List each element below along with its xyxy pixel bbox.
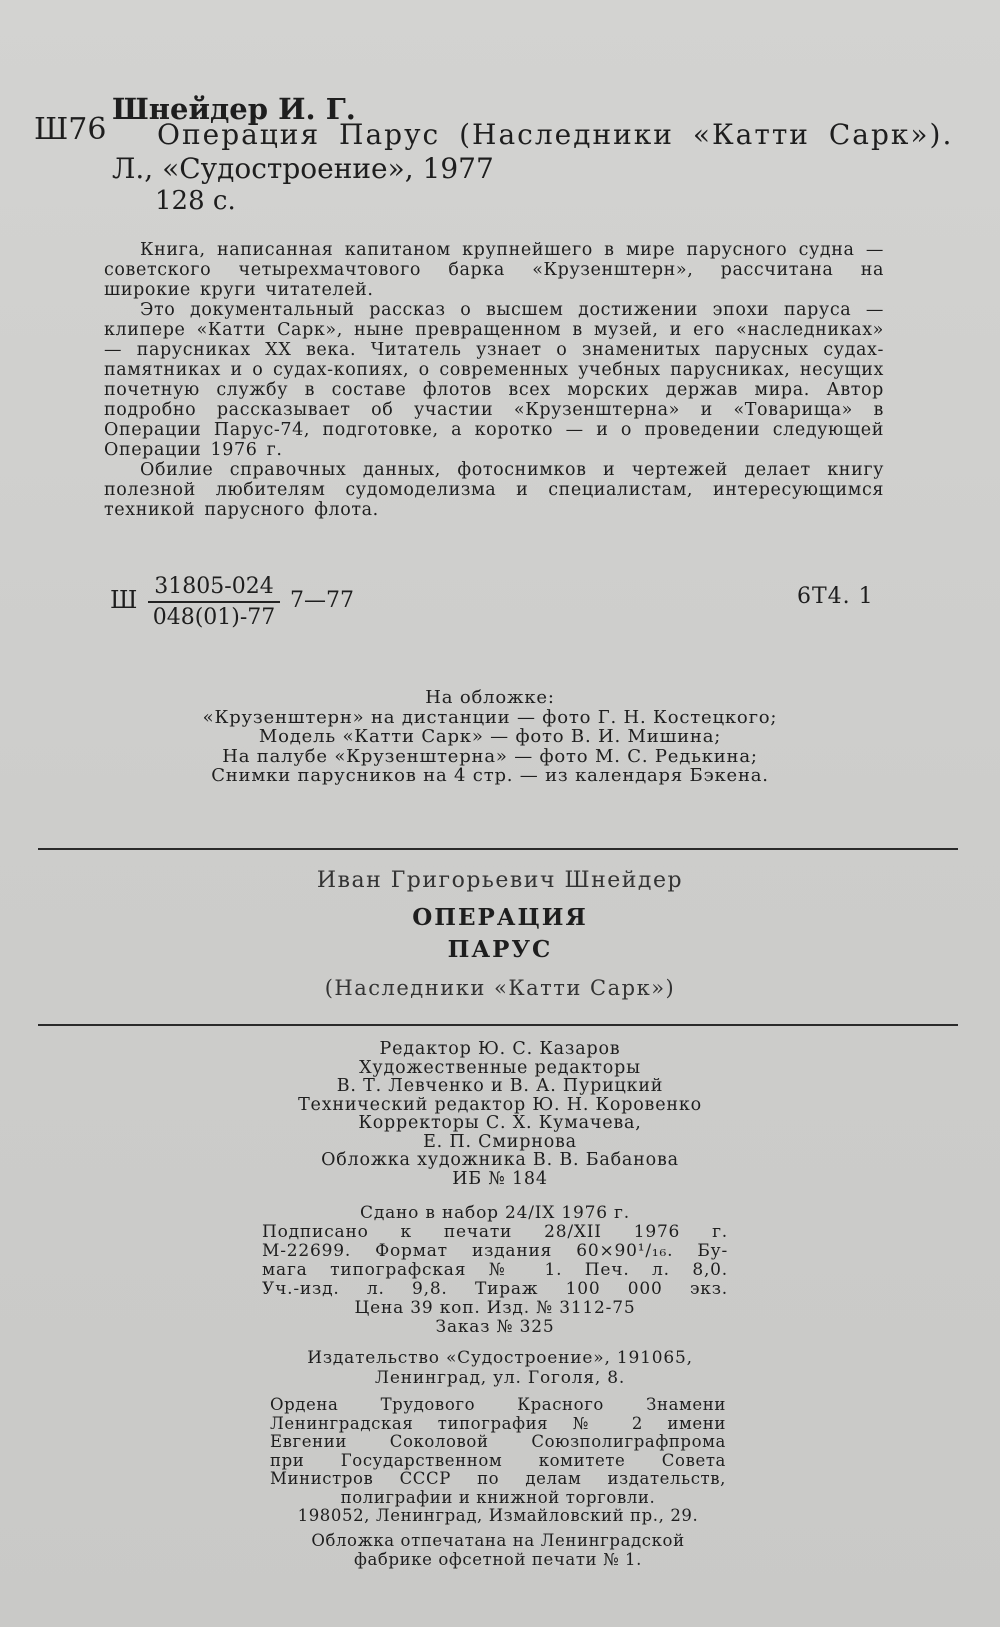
printing-line: Сдано в набор 24/IX 1976 г. [360, 1203, 630, 1223]
credit-line: Корректоры С. Х. Кумачева, [358, 1113, 642, 1133]
credit-line: Редактор Ю. С. Казаров [379, 1039, 621, 1059]
plant-line: Евгении Соколовой Союзполиграфпрома [270, 1432, 726, 1451]
cover-credit-line: На палубе «Крузенштерна» — фото М. С. Редькина; [222, 745, 758, 767]
divider [38, 1024, 958, 1026]
plant-line: Ленинградская типография № 2 имени [270, 1413, 726, 1433]
printing-line: Уч.-изд. л. 9,8. Тираж 100 000 экз. [262, 1279, 728, 1299]
cover-credit-line: «Крузенштерн» на дистанции — фото Г. Н. Костецкого; [202, 706, 778, 728]
printing-details [262, 1204, 728, 1337]
cover-print-line: Обложка отпечатана на Ленинградской [311, 1531, 685, 1550]
book-subtitle: (Наследники «Катти Сарк») [324, 976, 676, 1000]
cover-credits-heading: На обложке: [425, 687, 555, 708]
printing-line: Заказ № 325 [435, 1317, 555, 1337]
index-denominator: 048(01)-77 [152, 605, 276, 630]
plant-line: при Государственном комитете Совета [270, 1450, 726, 1470]
classification-code: 6Т4. 1 [797, 584, 874, 609]
publisher-address [250, 1348, 750, 1388]
credit-line: Художественные редакторы [359, 1057, 641, 1078]
cover-credit-line: Модель «Катти Сарк» — фото В. И. Мишина; [258, 726, 722, 747]
credit-line: Е. П. Смирнова [423, 1131, 577, 1152]
page-count: 128 с. [155, 186, 236, 216]
printing-line: мага типографская № 1. Печ. л. 8,0. [262, 1260, 728, 1280]
credit-line: Обложка художника В. В. Бабанова [321, 1150, 679, 1170]
author-name: Шнейдер И. Г. [112, 92, 356, 126]
printing-line: Цена 39 коп. Изд. № 3112-75 [354, 1298, 636, 1318]
cover-printing-note [270, 1532, 726, 1569]
author-full-name: Иван Григорьевич Шнейдер [316, 868, 684, 893]
index-suffix: 7—77 [290, 588, 354, 613]
credit-line: ИБ № 184 [452, 1168, 548, 1189]
plant-line: Министров СССР по делам издательств, [270, 1469, 726, 1488]
address-line: Ленинград, ул. Гоголя, 8. [374, 1368, 626, 1388]
book-title-line: Операция Парус (Наследники «Катти Сарк»). [157, 118, 954, 151]
cover-credit-line: Снимки парусников на 4 стр. — из календаря Бэкена. [211, 765, 769, 786]
divider [38, 848, 958, 850]
credit-line: В. Т. Левченко и В. А. Пурицкий [336, 1076, 664, 1096]
plant-line: полиграфии и книжной торговли. [340, 1487, 656, 1507]
printing-plant [270, 1396, 726, 1526]
annotation-paragraph: Обилие справочных данных, фотоснимков и чертежей делает книгу полезной любителям судомоделизма и специалистам, интересующимся техникой парусного флота. [104, 460, 884, 520]
printing-line: М-22699. Формат издания 60×90¹/₁₆. Бу- [262, 1241, 728, 1261]
cover-print-line: фабрике офсетной печати № 1. [353, 1549, 642, 1569]
plant-line: 198052, Ленинград, Измайловский пр., 29. [297, 1506, 699, 1525]
index-fraction [148, 574, 280, 630]
book-title-second: ПАРУС [447, 936, 553, 963]
annotation-paragraph: Книга, написанная капитаном крупнейшего в мире парусного судна — советского четырехмачтового барка «Крузенштерн», рассчитана на широкие круги читателей. [104, 240, 884, 300]
printing-line: Подписано к печати 28/XII 1976 г. [262, 1222, 728, 1242]
index-numerator: 31805-024 [148, 574, 280, 603]
catalog-code: Ш76 [34, 112, 107, 147]
index-prefix: Ш [110, 586, 138, 614]
cover-credits [150, 688, 830, 786]
annotation [104, 240, 884, 520]
publication-line: Л., «Судостроение», 1977 [112, 152, 494, 185]
credit-line: Технический редактор Ю. Н. Коровенко [298, 1094, 702, 1115]
annotation-paragraph: Это документальный рассказ о высшем достижении эпохи паруса — клипере «Катти Сарк», ныне превращенном в музей, и его «наследниках» — парусниках XX века. Читатель узнает о знаменитых парусных судах-памятниках и о судах-копиях, о современных учебных парусниках, несущих почетную службу в составе флотов всех морских держав мира. Автор подробно рассказывает об участии «Крузенштерна» и «Товарища» в Операции Парус-74, подготовке, а коротко — и о проведении следующей Операции 1976 г. [104, 300, 884, 460]
editorial-credits [250, 1040, 750, 1188]
book-title-main: ОПЕРАЦИЯ [412, 904, 588, 931]
address-line: Издательство «Судостроение», 191065, [307, 1348, 693, 1368]
plant-line: Ордена Трудового Красного Знамени [270, 1395, 726, 1414]
